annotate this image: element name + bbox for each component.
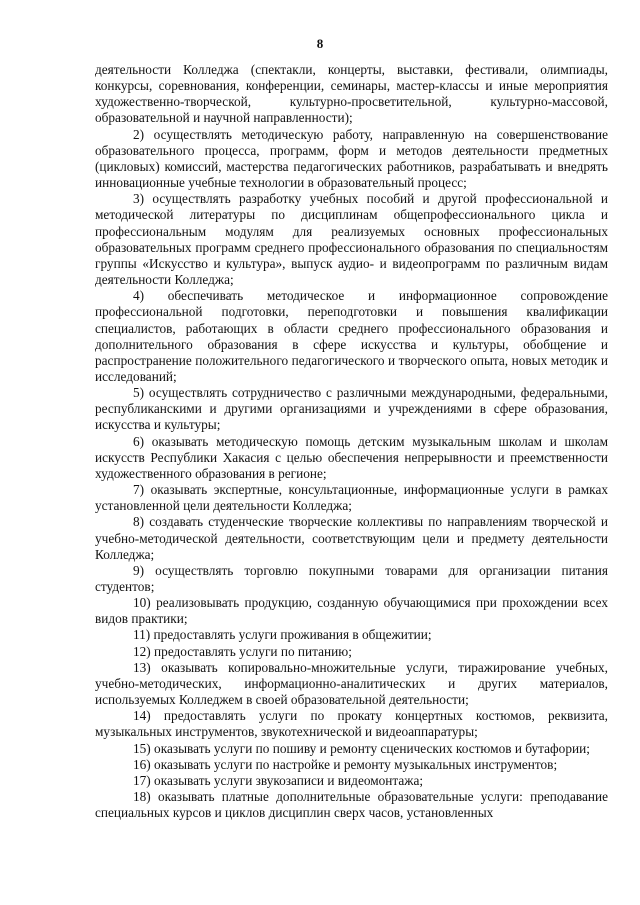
paragraph-item-16: 16) оказывать услуги по настройке и ремонту музыкальных инструментов;: [133, 756, 558, 772]
paragraph-item-10: 10) реализовывать продукцию, созданную обучающимися при прохождении всех видов практики;: [95, 595, 608, 627]
paragraph-item-15: 15) оказывать услуги по пошиву и ремонту сценических костюмов и бутафории;: [133, 740, 590, 756]
document-body: [95, 62, 608, 821]
page-number: 8: [316, 36, 324, 51]
paragraph-item-13: 13) оказывать копировально-множительные услуги, тиражирование учебных, учебно-методических, информационно-аналитических и других материалов, используемых Колледжем в своей образовательной деятельности;: [95, 659, 608, 708]
paragraph-item-4: 4) обеспечивать методическое и информационное сопровождение профессиональной подготовки, переподготовки и повышения квалификации специалистов, работающих в области среднего профессионального образования и дополнительного образования в сфере искусства и культуры, обобщение и распространение положительного педагогического и творческого опыта, новых методик и исследований;: [95, 288, 608, 384]
paragraph-item-9: 9) осуществлять торговлю покупными товарами для организации питания студентов;: [95, 562, 608, 594]
paragraph-item-11: 11) предоставлять услуги проживания в общежитии;: [133, 627, 432, 643]
paragraph-item-7: 7) оказывать экспертные, консультационные, информационные услуги в рамках установленной цели деятельности Колледжа;: [95, 482, 608, 514]
paragraph-item-3: 3) осуществлять разработку учебных пособий и другой профессиональной и методической литературы по дисциплинам общепрофессионального цикла и профессиональным модулям для реализуемых основных профессиональных образовательных программ среднего профессионального образования по специальностям группы «Искусство и культура», выпуск аудио- и видеопрограмм по различным видам деятельности Колледжа;: [95, 191, 608, 288]
paragraph-item-17: 17) оказывать услуги звукозаписи и видеомонтажа;: [133, 772, 424, 788]
paragraph-item-14: 14) предоставлять услуги по прокату концертных костюмов, реквизита, музыкальных инструментов, звукотехнической и видеоаппаратуры;: [95, 708, 608, 740]
paragraph-item-18: 18) оказывать платные дополнительные образовательные услуги: преподавание специальных курсов и циклов дисциплин сверх часов, установленных: [95, 789, 608, 821]
paragraph-item-5: 5) осуществлять сотрудничество с различными международными, федеральными, республиканскими и другими организациями и учреждениями в сфере образования, искусства и культуры;: [95, 385, 608, 433]
paragraph-item-6: 6) оказывать методическую помощь детским музыкальным школам и школам искусств Республики Хакасия с целью обеспечения непрерывности и преемственности художественного образования в регионе;: [95, 433, 608, 481]
paragraph-activity-continuation: деятельности Колледжа (спектакли, концерты, выставки, фестивали, олимпиады, конкурсы, соревнования, конференции, семинары, мастер-классы и иные мероприятия художественно-творческой, культурно-просветительной, культурно-массовой, образовательной и научной направленности);: [95, 62, 608, 126]
paragraph-item-12: 12) предоставлять услуги по питанию;: [133, 643, 352, 659]
paragraph-item-8: 8) создавать студенческие творческие коллективы по направлениям творческой и учебно-методической деятельности, соответствующим цели и предмету деятельности Колледжа;: [95, 514, 608, 562]
paragraph-item-2: 2) осуществлять методическую работу, направленную на совершенствование образовательного процесса, программ, форм и методов деятельности предметных (цикловых) комиссий, мастерства педагогических работников, разрабатывать и внедрять инновационные учебные технологии в образовательный процесс;: [95, 126, 608, 191]
